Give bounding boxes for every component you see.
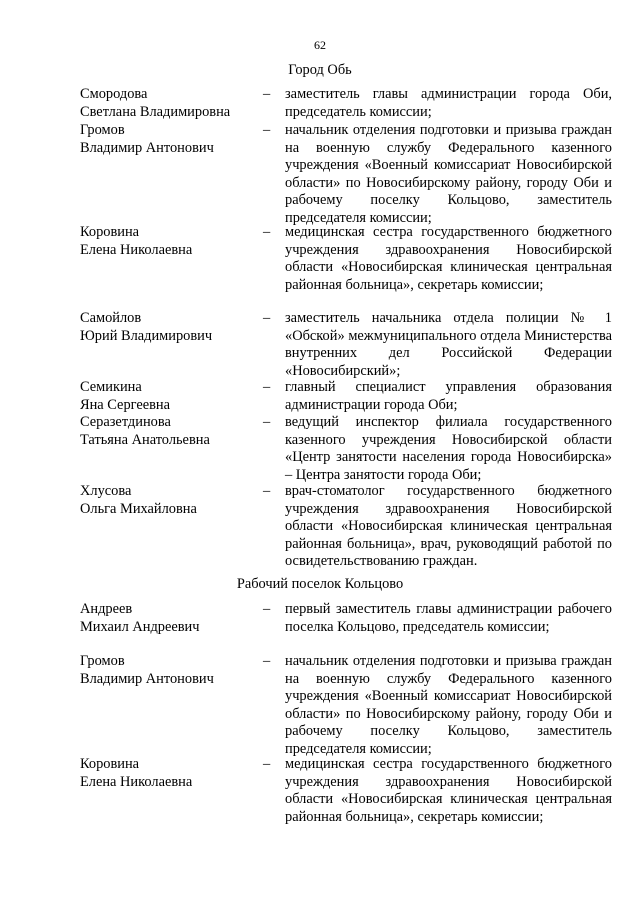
dash-separator: – xyxy=(263,224,271,240)
member-name xyxy=(80,653,258,688)
member-given-name: Ольга Михайловна xyxy=(80,500,197,517)
member-role: медицинская сестра государственного бюджетного учреждения здравоохранения Новосибирской области «Новосибирская клиническая центральная районная больница», секретарь комиссии; xyxy=(285,224,612,293)
member-surname: Громов xyxy=(80,653,125,669)
member-given-name: Светлана Владимировна xyxy=(80,103,231,120)
member-name xyxy=(80,224,258,259)
dash-separator: – xyxy=(263,601,271,617)
member-role: начальник отделения подготовки и призыва граждан на военную службу Федерального казенного учреждения «Военный комиссариат Новосибирской области» по Новосибирскому району, городу Оби и рабочему поселку Кольцово, заместитель председателя комиссии; xyxy=(285,122,612,226)
dash-separator: – xyxy=(263,86,271,102)
member-role: заместитель начальника отдела полиции № 1 «Обской» межмуниципального отдела Министерства внутренних дел Российской Федерации «Новосибирский»; xyxy=(285,310,612,379)
section-heading-ob: Город Обь xyxy=(288,62,352,78)
member-surname: Самойлов xyxy=(80,310,142,326)
member-given-name: Яна Сергеевна xyxy=(80,396,171,413)
dash-separator: – xyxy=(263,379,271,395)
member-name xyxy=(80,756,258,791)
dash-separator: – xyxy=(263,483,271,499)
member-surname: Коровина xyxy=(80,224,140,240)
member-role: главный специалист управления образования администрации города Оби; xyxy=(285,379,612,413)
member-surname: Громов xyxy=(80,122,125,138)
member-role: начальник отделения подготовки и призыва граждан на военную службу Федерального казенного учреждения «Военный комиссариат Новосибирской области» по Новосибирскому району, городу Оби и рабочему поселку Кольцово, заместитель председателя комиссии; xyxy=(285,653,612,757)
member-given-name: Татьяна Анатольевна xyxy=(80,431,210,448)
member-surname: Смородова xyxy=(80,86,148,102)
section-heading-koltsovo: Рабочий поселок Кольцово xyxy=(236,576,404,592)
member-role: врач-стоматолог государственного бюджетного учреждения здравоохранения Новосибирской области «Новосибирская клиническая центральная районная больница», врач, руководящий работой по освидетельствованию граждан. xyxy=(285,483,612,570)
member-role: первый заместитель главы администрации рабочего поселка Кольцово, председатель комиссии; xyxy=(285,601,612,635)
member-surname: Коровина xyxy=(80,756,140,772)
member-role: заместитель главы администрации города Оби, председатель комиссии; xyxy=(285,86,612,120)
member-name xyxy=(80,379,258,414)
member-role: медицинская сестра государственного бюджетного учреждения здравоохранения Новосибирской области «Новосибирская клиническая центральная районная больница», секретарь комиссии; xyxy=(285,756,612,825)
page-number: 62 xyxy=(314,38,326,52)
member-surname: Серазетдинова xyxy=(80,414,171,430)
member-given-name: Владимир Антонович xyxy=(80,139,214,156)
dash-separator: – xyxy=(263,122,271,138)
member-given-name: Елена Николаевна xyxy=(80,241,193,258)
member-given-name: Юрий Владимирович xyxy=(80,327,213,344)
member-name xyxy=(80,122,258,157)
dash-separator: – xyxy=(263,310,271,326)
member-name xyxy=(80,483,258,518)
member-given-name: Владимир Антонович xyxy=(80,670,214,687)
dash-separator: – xyxy=(263,414,271,430)
member-name xyxy=(80,601,258,636)
member-given-name: Елена Николаевна xyxy=(80,773,193,790)
member-surname: Хлусова xyxy=(80,483,132,499)
member-surname: Андреев xyxy=(80,601,133,617)
member-given-name: Михаил Андреевич xyxy=(80,618,200,635)
dash-separator: – xyxy=(263,756,271,772)
member-surname: Семикина xyxy=(80,379,142,395)
member-name xyxy=(80,86,258,121)
member-role: ведущий инспектор филиала государственного казенного учреждения Новосибирской области «Центр занятости населения города Новосибирска» – Центра занятости города Оби; xyxy=(285,414,612,483)
member-name xyxy=(80,414,258,449)
member-name xyxy=(80,310,258,345)
dash-separator: – xyxy=(263,653,271,669)
